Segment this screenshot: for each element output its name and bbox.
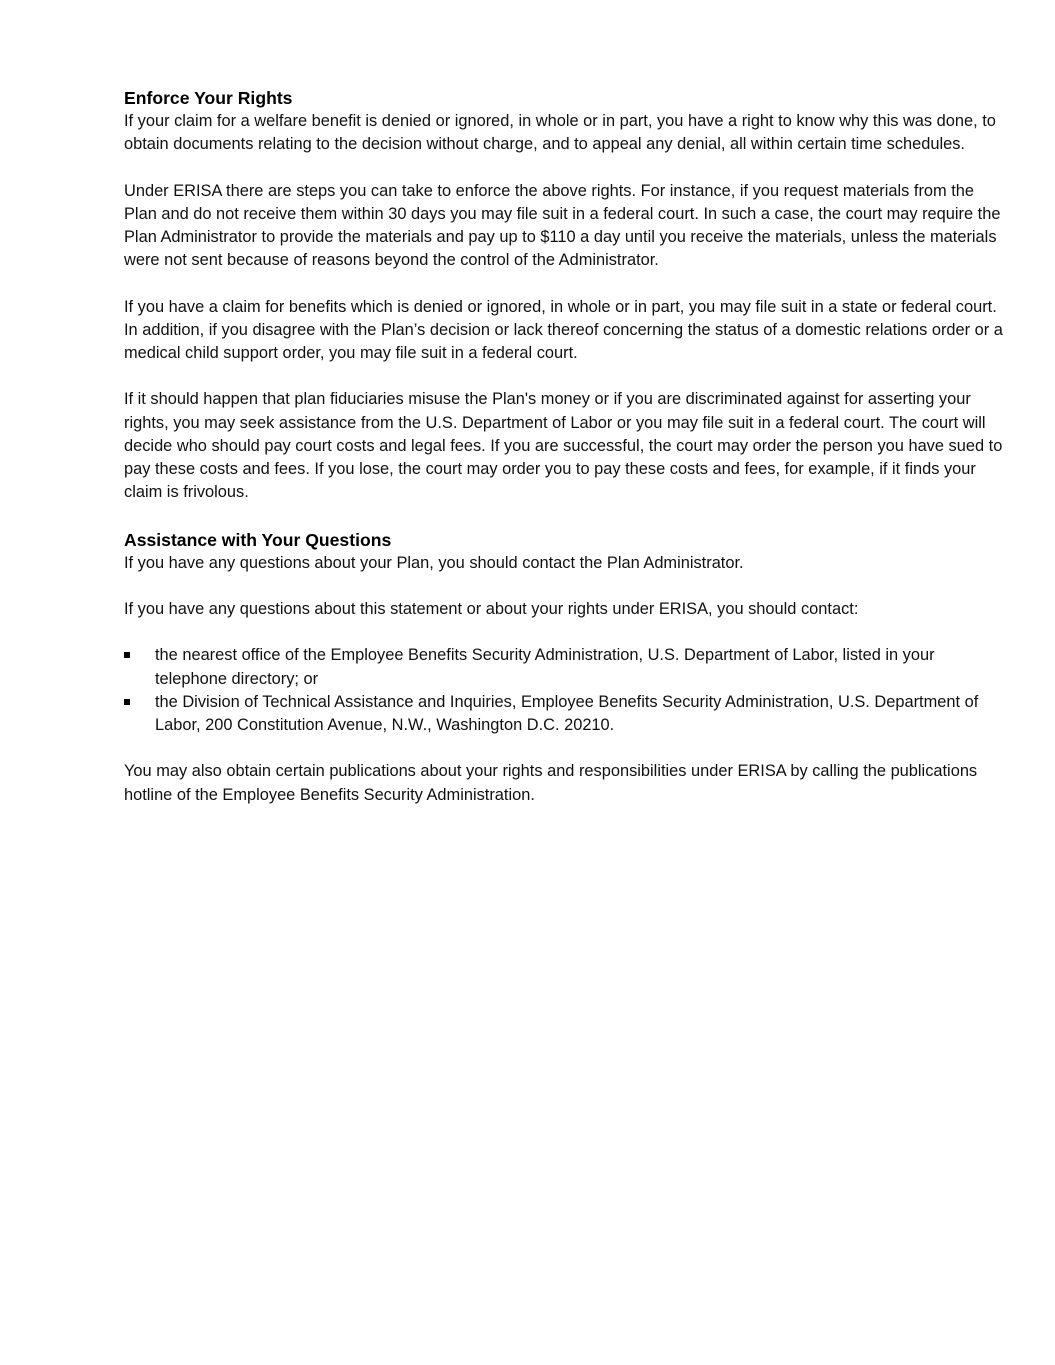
square-bullet-icon bbox=[124, 652, 130, 658]
paragraph-fiduciaries: If it should happen that plan fiduciaries misuse the Plan's money or if you are discriminated against for asserting your rights, you may seek assistance from the U.S. Department of Labor or you may file suit in a federal court. The court will decide who should pay court costs and legal fees. If you are successful, the court may order the person you have sued to pay these costs and fees. If you lose, the court may order you to pay these costs and fees, for example, if it finds your claim is frivolous. bbox=[124, 390, 1003, 502]
paragraph-contact-administrator: If you have any questions about your Plan, you should contact the Plan Administrator. bbox=[124, 553, 744, 572]
document-page bbox=[124, 86, 1004, 830]
section-heading-enforce-rights: Enforce Your Rights bbox=[124, 88, 293, 108]
list-item bbox=[124, 644, 1004, 690]
list-item-text: the Division of Technical Assistance and Inquiries, Employee Benefits Security Administration, U.S. Department of Labor, 200 Constitution Avenue, N.W., Washington D.C. 20210. bbox=[155, 692, 979, 734]
list-item bbox=[124, 691, 1004, 737]
paragraph-claim-denied: If your claim for a welfare benefit is denied or ignored, in whole or in part, you have a right to know why this was done, to obtain documents relating to the decision without charge, and to appeal any denial, all within certain time schedules. bbox=[124, 112, 996, 154]
paragraph-contact-intro: If you have any questions about this statement or about your rights under ERISA, you should contact: bbox=[124, 599, 859, 618]
square-bullet-icon bbox=[124, 699, 130, 705]
list-item-text: the nearest office of the Employee Benefits Security Administration, U.S. Department of Labor, listed in your telephone directory; or bbox=[155, 646, 935, 688]
contact-list bbox=[124, 644, 1004, 737]
paragraph-file-suit: If you have a claim for benefits which is denied or ignored, in whole or in part, you may file suit in a state or federal court. In addition, if you disagree with the Plan’s decision or lack thereof concerning the status of a domestic relations order or a medical child support order, you may file suit in a federal court. bbox=[124, 297, 1003, 362]
section-heading-assistance: Assistance with Your Questions bbox=[124, 529, 392, 550]
paragraph-erisa-steps: Under ERISA there are steps you can take to enforce the above rights. For instance, if you request materials from the Plan and do not receive them within 30 days you may file suit in a federal court. In such a case, the court may require the Plan Administrator to provide the materials and pay up to $110 a day until you receive the materials, unless the materials were not sent because of reasons beyond the control of the Administrator. bbox=[124, 181, 1001, 270]
paragraph-publications: You may also obtain certain publications about your rights and responsibilities under ERISA by calling the publications hotline of the Employee Benefits Security Administration. bbox=[124, 762, 978, 804]
